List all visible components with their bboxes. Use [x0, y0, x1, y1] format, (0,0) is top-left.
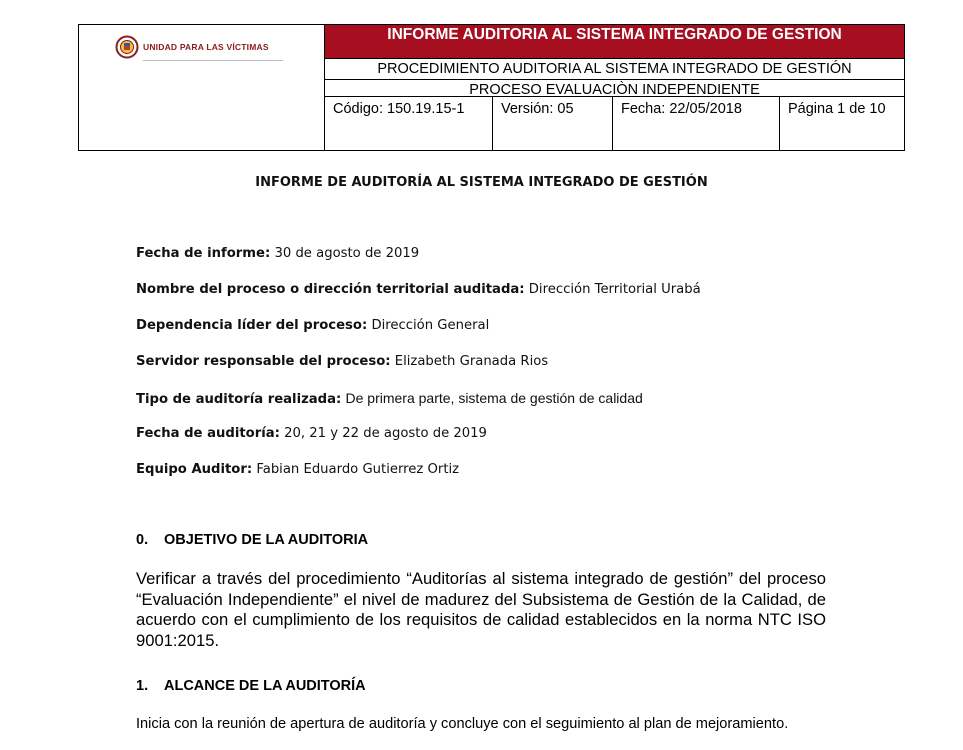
header-procedure: PROCEDIMIENTO AUDITORIA AL SISTEMA INTEGRADO DE GESTIÓN — [325, 59, 904, 80]
document-header-table — [78, 24, 905, 151]
header-meta-row — [325, 97, 904, 150]
header-code: Código: 150.19.15-1 — [325, 97, 493, 150]
section-title: ALCANCE DE LA AUDITORÍA — [164, 678, 366, 694]
header-version: Versión: 05 — [493, 97, 613, 150]
field-label: Fecha de informe: — [136, 246, 271, 261]
field-equipo-auditor — [136, 462, 459, 477]
logo-text: UNIDAD PARA LAS VÍCTIMAS — [143, 41, 269, 52]
header-page: Página 1 de 10 — [788, 101, 886, 117]
section-heading-objetivo — [136, 532, 368, 548]
field-label: Tipo de auditoría realizada: — [136, 392, 342, 407]
header-process: PROCESO EVALUACIÒN INDEPENDIENTE — [325, 80, 904, 97]
field-label: Nombre del proceso o dirección territorial auditada: — [136, 282, 525, 297]
header-title: INFORME AUDITORIA AL SISTEMA INTEGRADO DE GESTION — [325, 25, 904, 59]
logo-cell — [79, 25, 325, 150]
section-title: OBJETIVO DE LA AUDITORIA — [164, 532, 369, 548]
header-date: Fecha: 22/05/2018 — [613, 97, 780, 150]
unidad-victimas-logo — [115, 35, 269, 59]
field-fecha-informe — [136, 246, 419, 261]
section-heading-alcance — [136, 678, 366, 694]
field-servidor — [136, 354, 548, 369]
field-value: Dirección Territorial Urabá — [528, 282, 701, 297]
field-value: 20, 21 y 22 de agosto de 2019 — [284, 426, 487, 441]
section-number: 1. — [136, 678, 149, 694]
field-label: Servidor responsable del proceso: — [136, 354, 391, 369]
field-label: Fecha de auditoría: — [136, 426, 280, 441]
field-label: Equipo Auditor: — [136, 462, 253, 477]
section-text-alcance: Inicia con la reunión de apertura de auditoría y concluye con el seguimiento al plan de mejoramiento. — [136, 716, 789, 732]
field-tipo-auditoria — [136, 390, 643, 407]
field-value: Elizabeth Granada Rios — [394, 354, 549, 369]
field-value: De primera parte, sistema de gestión de calidad — [345, 390, 643, 406]
field-value: Fabian Eduardo Gutierrez Ortiz — [256, 462, 460, 477]
field-dependencia — [136, 318, 489, 333]
document-title: INFORME DE AUDITORÍA AL SISTEMA INTEGRADO DE GESTIÓN — [255, 175, 708, 190]
coat-of-arms-icon — [115, 35, 139, 59]
section-text-objetivo: Verificar a través del procedimiento “Auditorías al sistema integrado de gestión” del proceso “Evaluación Independiente” el nivel de madurez del Subsistema de Gestión de la Calidad, de acuerdo con el cumplimiento de los requisitos de calidad establecidos en la norma NTC ISO 9001:2015. — [136, 569, 826, 650]
field-nombre-proceso — [136, 282, 701, 297]
field-value: Dirección General — [371, 318, 490, 333]
field-value: 30 de agosto de 2019 — [274, 246, 420, 261]
section-number: 0. — [136, 532, 149, 548]
field-fecha-auditoria — [136, 426, 487, 441]
field-label: Dependencia líder del proceso: — [136, 318, 368, 333]
logo-underline — [143, 60, 283, 61]
